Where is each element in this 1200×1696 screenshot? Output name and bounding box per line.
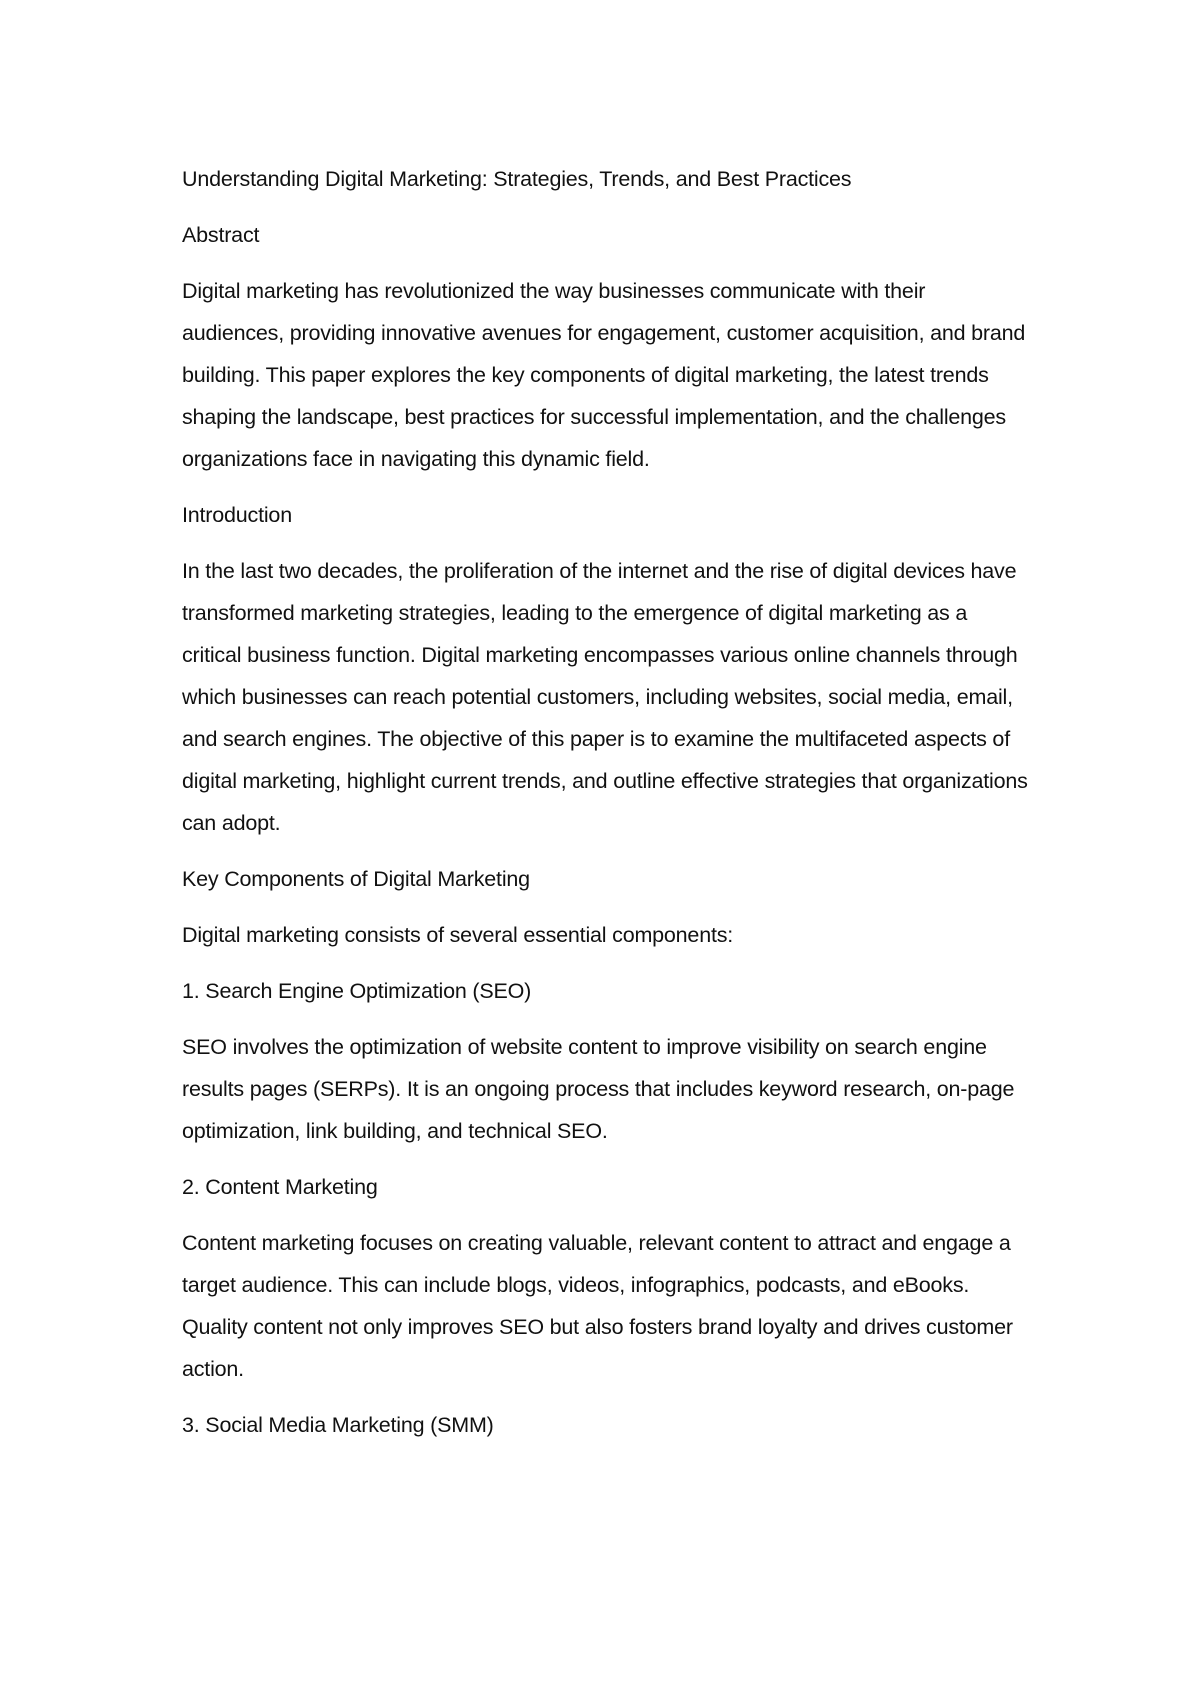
components-heading: Key Components of Digital Marketing	[182, 867, 530, 891]
content-marketing-heading: 2. Content Marketing	[182, 1175, 378, 1199]
smm-heading: 3. Social Media Marketing (SMM)	[182, 1413, 494, 1437]
content-marketing-paragraph: Content marketing focuses on creating valuable, relevant content to attract and engage a target audience. This can include blogs, videos, infographics, podcasts, and eBooks. Quality content not only improves SEO but also fosters brand loyalty and drives customer action.	[182, 1231, 1013, 1381]
seo-paragraph: SEO involves the optimization of website content to improve visibility on search engine results pages (SERPs). It is an ongoing process that includes keyword research, on-page optimization, link building, and technical SEO.	[182, 1035, 1015, 1143]
introduction-heading: Introduction	[182, 503, 292, 527]
document-title: Understanding Digital Marketing: Strategies, Trends, and Best Practices	[182, 167, 852, 191]
abstract-paragraph: Digital marketing has revolutionized the way businesses communicate with their audiences, providing innovative avenues for engagement, customer acquisition, and brand building. This paper explores the key components of digital marketing, the latest trends shaping the landscape, best practices for successful implementation, and the challenges organizations face in navigating this dynamic field.	[182, 279, 1026, 471]
abstract-heading: Abstract	[182, 223, 260, 247]
seo-heading: 1. Search Engine Optimization (SEO)	[182, 979, 532, 1003]
components-intro: Digital marketing consists of several essential components:	[182, 923, 734, 947]
introduction-paragraph: In the last two decades, the proliferation of the internet and the rise of digital devices have transformed marketing strategies, leading to the emergence of digital marketing as a critical business function. Digital marketing encompasses various online channels through which businesses can reach potential customers, including websites, social media, email, and search engines. The objective of this paper is to examine the multifaceted aspects of digital marketing, highlight current trends, and outline effective strategies that organizations can adopt.	[182, 559, 1028, 835]
document-body	[182, 158, 1032, 1460]
